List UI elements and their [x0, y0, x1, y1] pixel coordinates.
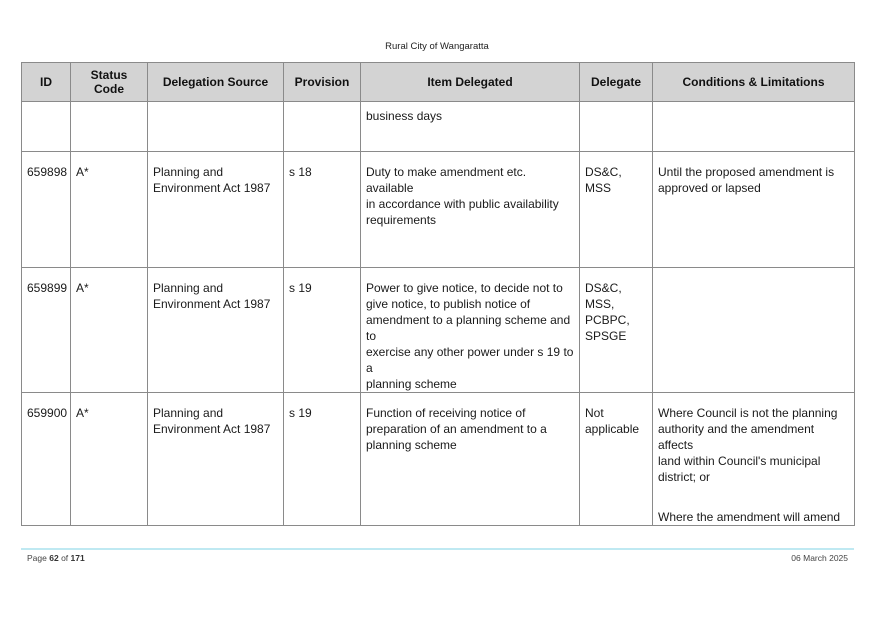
- cell-item-text: Duty to make amendment etc. available in accordance with public availability requirements: [366, 165, 559, 227]
- table-row: [22, 268, 855, 393]
- cell-delegate-text: DS&C, MSS, PCBPC, SPSGE: [585, 281, 630, 343]
- cell-id: [22, 268, 71, 393]
- page-total: 171: [70, 553, 85, 563]
- column-header-status-code: Status Code: [71, 63, 148, 102]
- cell-provision: [284, 152, 361, 268]
- cell-provision-text: s 18: [289, 165, 312, 179]
- cell-status-text: A*: [76, 165, 89, 179]
- cell-item-text: Function of receiving notice of preparation of an amendment to a planning scheme: [366, 406, 547, 452]
- cell-id-text: 659900: [27, 406, 68, 420]
- cell-item: [361, 268, 580, 393]
- cell-provision-text: s 19: [289, 406, 312, 420]
- cell-provision-text: s 19: [289, 281, 312, 295]
- table-row: [22, 102, 855, 152]
- cell-item: [361, 393, 580, 526]
- table-header-row: [22, 63, 855, 102]
- cell-status: [71, 393, 148, 526]
- cell-status-text: A*: [76, 281, 89, 295]
- cell-item-text: business days: [366, 109, 443, 123]
- footer-date: 06 March 2025: [791, 553, 848, 563]
- cell-delegate: [580, 102, 653, 152]
- cell-conditions: [653, 102, 855, 152]
- cell-delegate-text: DS&C, MSS: [585, 165, 622, 195]
- cell-provision: [284, 268, 361, 393]
- cell-status: [71, 102, 148, 152]
- cell-id-text: 659899: [27, 281, 68, 295]
- cell-source: [148, 152, 284, 268]
- column-header-id: ID: [22, 63, 71, 102]
- table-row: [22, 393, 855, 526]
- cell-source-text: Planning and Environment Act 1987: [153, 406, 271, 436]
- cell-conditions-text-continued: Where the amendment will amend: [658, 510, 841, 524]
- footer-divider: [21, 548, 854, 550]
- page-current: 62: [49, 553, 59, 563]
- column-header-delegate: Delegate: [580, 63, 653, 102]
- cell-item-text: Power to give notice, to decide not to give notice, to publish notice of amendment to a planning scheme and to exercise any other power under s 19 to a planning scheme: [366, 281, 574, 391]
- cell-status: [71, 268, 148, 393]
- cell-conditions: [653, 152, 855, 268]
- page-header-title: Rural City of Wangaratta: [385, 41, 489, 52]
- cell-delegate-text: Not applicable: [585, 406, 640, 436]
- column-header-provision: Provision: [284, 63, 361, 102]
- cell-conditions: [653, 393, 855, 526]
- page-prefix: Page: [27, 553, 47, 563]
- cell-source: [148, 393, 284, 526]
- delegation-table: [21, 62, 855, 526]
- cell-delegate: [580, 393, 653, 526]
- column-header-conditions: Conditions & Limitations: [653, 63, 855, 102]
- table-row: [22, 152, 855, 268]
- cell-id: [22, 102, 71, 152]
- cell-conditions-text: Until the proposed amendment is approved or lapsed: [658, 165, 835, 195]
- cell-conditions: [653, 268, 855, 393]
- cell-delegate: [580, 152, 653, 268]
- cell-delegate: [580, 268, 653, 393]
- column-header-item-delegated: Item Delegated: [361, 63, 580, 102]
- cell-source: [148, 102, 284, 152]
- cell-status-text: A*: [76, 406, 89, 420]
- column-header-delegation-source: Delegation Source: [148, 63, 284, 102]
- cell-source: [148, 268, 284, 393]
- cell-status: [71, 152, 148, 268]
- cell-id: [22, 393, 71, 526]
- cell-item: [361, 102, 580, 152]
- paragraph-spacer: [658, 485, 849, 509]
- page-number: [27, 553, 85, 563]
- cell-provision: [284, 102, 361, 152]
- cell-source-text: Planning and Environment Act 1987: [153, 281, 271, 311]
- cell-id: [22, 152, 71, 268]
- page-of: of: [61, 553, 69, 563]
- cell-conditions-text: Where Council is not the planning authority and the amendment affects land within Council's municipal district; or: [658, 406, 838, 484]
- cell-source-text: Planning and Environment Act 1987: [153, 165, 271, 195]
- cell-provision: [284, 393, 361, 526]
- cell-id-text: 659898: [27, 165, 68, 179]
- cell-item: [361, 152, 580, 268]
